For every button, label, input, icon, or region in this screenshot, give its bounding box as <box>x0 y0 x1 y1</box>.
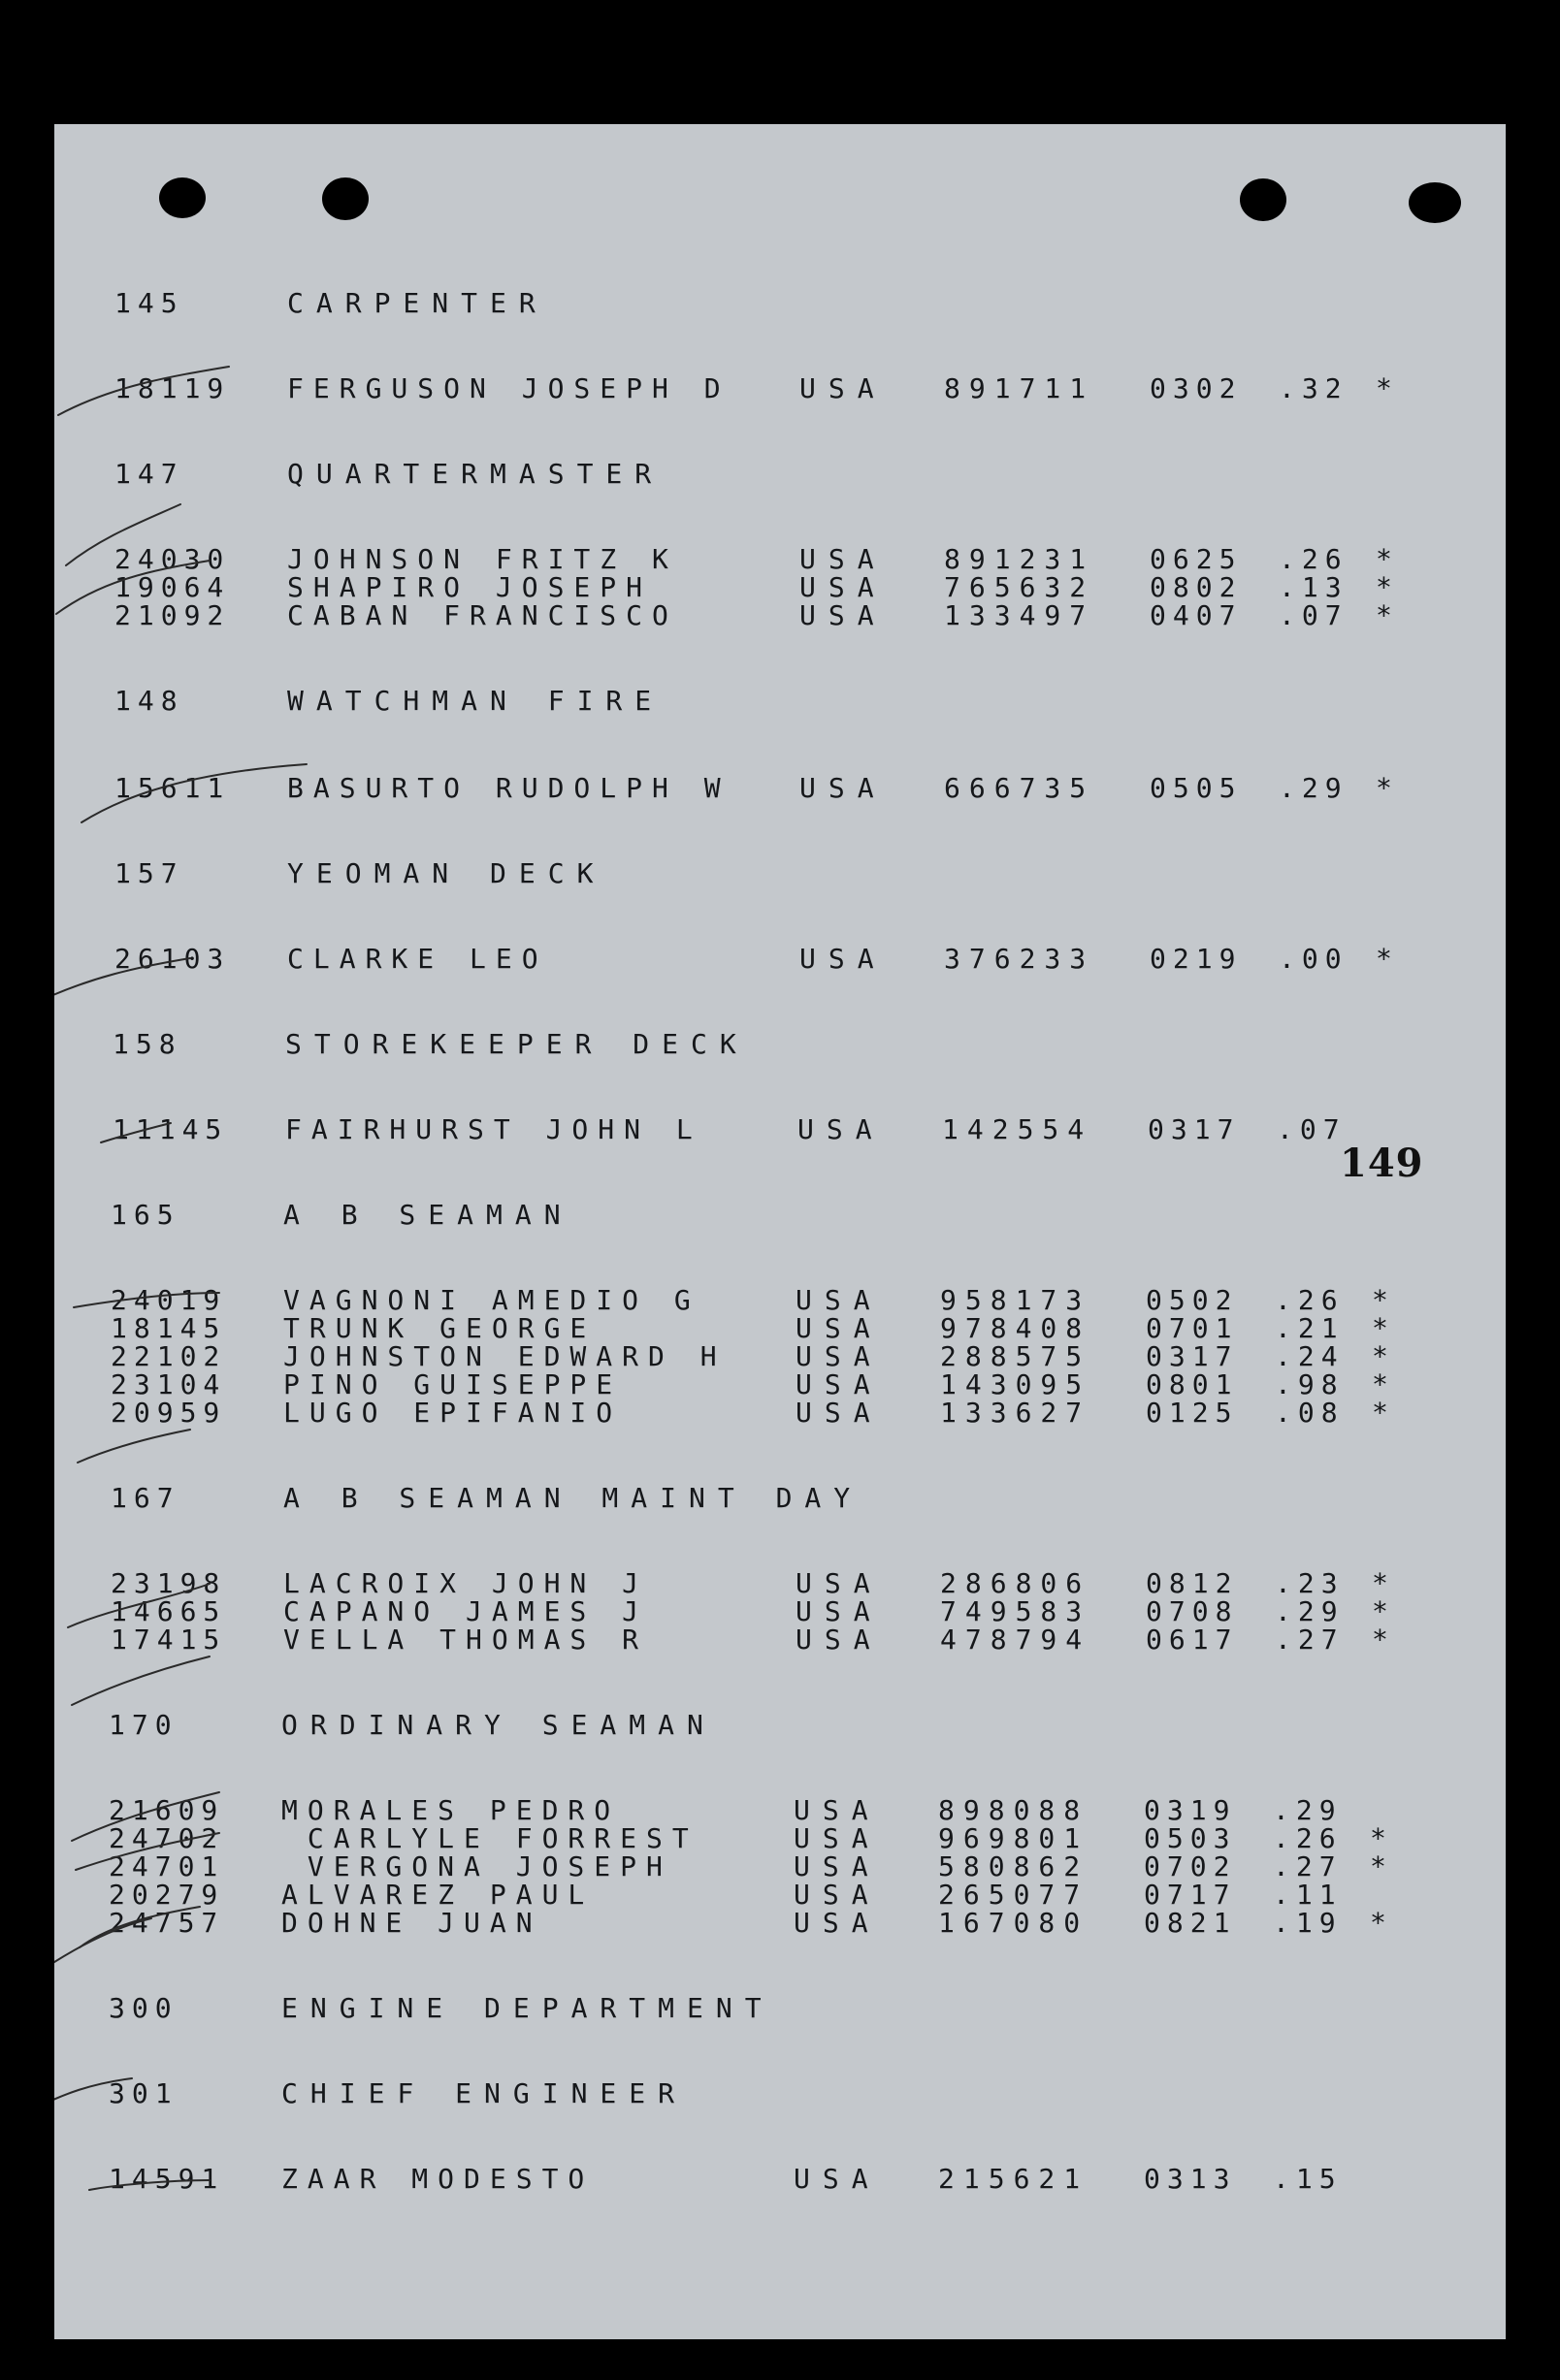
crew-id: 21092 <box>114 599 231 631</box>
rate-value: .13 <box>1279 571 1349 603</box>
date-code: 0617 <box>1146 1624 1239 1656</box>
section-code: 157 <box>114 857 184 889</box>
star-mark: * <box>1370 1822 1393 1854</box>
date-code: 0702 <box>1144 1850 1237 1882</box>
crew-name: CAPANO JAMES J <box>283 1595 649 1627</box>
document-number: 478794 <box>940 1624 1091 1656</box>
star-mark: * <box>1376 599 1399 631</box>
date-code: 0317 <box>1148 1113 1241 1145</box>
star-mark: * <box>1376 571 1399 603</box>
crew-id: 20959 <box>111 1397 227 1429</box>
document-number: 215621 <box>938 2163 1089 2195</box>
document-number: 978408 <box>940 1312 1091 1344</box>
citizenship: USA <box>796 1340 883 1372</box>
section-code: 158 <box>113 1028 182 1060</box>
date-code: 0802 <box>1150 571 1243 603</box>
rate-value: .15 <box>1273 2163 1343 2195</box>
section-title: ORDINARY SEAMAN <box>281 1709 716 1741</box>
crew-name: TRUNK GEORGE <box>283 1312 597 1344</box>
rate-value: .29 <box>1273 1794 1343 1826</box>
rate-value: .07 <box>1279 599 1349 631</box>
date-code: 0319 <box>1144 1794 1237 1826</box>
citizenship: USA <box>799 543 887 575</box>
date-code: 0125 <box>1146 1397 1239 1429</box>
star-mark: * <box>1376 772 1399 804</box>
rate-value: .23 <box>1275 1567 1345 1599</box>
date-code: 0625 <box>1150 543 1243 575</box>
rate-value: .19 <box>1273 1907 1343 1939</box>
star-mark: * <box>1370 1850 1393 1882</box>
section-code: 148 <box>114 685 184 717</box>
crew-id: 14665 <box>111 1595 227 1627</box>
crew-name: ALVAREZ PAUL <box>281 1879 595 1911</box>
crew-name: VERGONA JOSEPH <box>281 1850 672 1882</box>
section-title: QUARTERMASTER <box>287 458 665 490</box>
star-mark: * <box>1376 372 1399 404</box>
date-code: 0505 <box>1150 772 1243 804</box>
rate-value: .27 <box>1275 1624 1345 1656</box>
date-code: 0503 <box>1144 1822 1237 1854</box>
rate-value: .07 <box>1277 1113 1347 1145</box>
crew-id: 24019 <box>111 1284 227 1316</box>
section-title: STOREKEEPER DECK <box>285 1028 749 1060</box>
date-code: 0219 <box>1150 943 1243 975</box>
crew-id: 23198 <box>111 1567 227 1599</box>
crew-id: 18145 <box>111 1312 227 1344</box>
citizenship: USA <box>797 1113 885 1145</box>
citizenship: USA <box>794 1879 881 1911</box>
citizenship: USA <box>794 2163 881 2195</box>
crew-name: ZAAR MODESTO <box>281 2163 595 2195</box>
crew-name: CARLYLE FORREST <box>281 1822 699 1854</box>
date-code: 0801 <box>1146 1368 1239 1400</box>
section-code: 147 <box>114 458 184 490</box>
document-number: 167080 <box>938 1907 1089 1939</box>
date-code: 0407 <box>1150 599 1243 631</box>
crew-id: 11145 <box>113 1113 229 1145</box>
document-number: 898088 <box>938 1794 1089 1826</box>
document-number: 958173 <box>940 1284 1091 1316</box>
section-code: 145 <box>114 287 184 319</box>
section-code: 165 <box>111 1199 180 1231</box>
rate-value: .32 <box>1279 372 1349 404</box>
punch-hole-2 <box>322 177 369 220</box>
citizenship: USA <box>794 1907 881 1939</box>
punch-hole-1 <box>159 177 206 218</box>
star-mark: * <box>1372 1595 1395 1627</box>
citizenship: USA <box>794 1822 881 1854</box>
crew-id: 23104 <box>111 1368 227 1400</box>
crew-id: 24757 <box>109 1907 225 1939</box>
citizenship: USA <box>799 599 887 631</box>
citizenship: USA <box>796 1397 883 1429</box>
document-number: 969801 <box>938 1822 1089 1854</box>
section-title: A B SEAMAN <box>283 1199 573 1231</box>
rate-value: .26 <box>1273 1822 1343 1854</box>
section-title: YEOMAN DECK <box>287 857 606 889</box>
date-code: 0502 <box>1146 1284 1239 1316</box>
crew-name: CLARKE LEO <box>287 943 548 975</box>
date-code: 0313 <box>1144 2163 1237 2195</box>
date-code: 0717 <box>1144 1879 1237 1911</box>
date-code: 0812 <box>1146 1567 1239 1599</box>
star-mark: * <box>1376 943 1399 975</box>
crew-id: 24702 <box>109 1822 225 1854</box>
document-number: 580862 <box>938 1850 1089 1882</box>
section-code: 167 <box>111 1482 180 1514</box>
document-number: 133627 <box>940 1397 1091 1429</box>
section-title: A B SEAMAN MAINT DAY <box>283 1482 863 1514</box>
crew-name: FAIRHURST JOHN L <box>285 1113 702 1145</box>
crew-name: VELLA THOMAS R <box>283 1624 649 1656</box>
date-code: 0821 <box>1144 1907 1237 1939</box>
crew-name: DOHNE JUAN <box>281 1907 542 1939</box>
document-number: 765632 <box>944 571 1095 603</box>
star-mark: * <box>1372 1312 1395 1344</box>
rate-value: .26 <box>1279 543 1349 575</box>
star-mark: * <box>1372 1624 1395 1656</box>
citizenship: USA <box>796 1284 883 1316</box>
crew-name: JOHNSON FRITZ K <box>287 543 678 575</box>
citizenship: USA <box>799 372 887 404</box>
star-mark: * <box>1370 1907 1393 1939</box>
rate-value: .21 <box>1275 1312 1345 1344</box>
date-code: 0317 <box>1146 1340 1239 1372</box>
document-number: 749583 <box>940 1595 1091 1627</box>
crew-id: 14591 <box>109 2163 225 2195</box>
punch-hole-4 <box>1409 182 1461 223</box>
document-number: 891711 <box>944 372 1095 404</box>
star-mark: * <box>1372 1340 1395 1372</box>
crew-id: 15611 <box>114 772 231 804</box>
citizenship: USA <box>794 1850 881 1882</box>
rate-value: .98 <box>1275 1368 1345 1400</box>
crew-name: MORALES PEDRO <box>281 1794 621 1826</box>
star-mark: * <box>1372 1368 1395 1400</box>
rate-value: .08 <box>1275 1397 1345 1429</box>
rate-value: .11 <box>1273 1879 1343 1911</box>
citizenship: USA <box>796 1312 883 1344</box>
section-title: CHIEF ENGINEER <box>281 2077 688 2109</box>
rate-value: .24 <box>1275 1340 1345 1372</box>
crew-id: 19064 <box>114 571 231 603</box>
document-number: 265077 <box>938 1879 1089 1911</box>
section-code: 170 <box>109 1709 179 1741</box>
star-mark: * <box>1372 1397 1395 1429</box>
section-title: WATCHMAN FIRE <box>287 685 665 717</box>
crew-name: CABAN FRANCISCO <box>287 599 678 631</box>
document-number: 133497 <box>944 599 1095 631</box>
rate-value: .29 <box>1279 772 1349 804</box>
crew-id: 22102 <box>111 1340 227 1372</box>
star-mark: * <box>1376 543 1399 575</box>
page-number: 149 <box>1340 1141 1424 1186</box>
star-mark: * <box>1372 1567 1395 1599</box>
rate-value: .27 <box>1273 1850 1343 1882</box>
crew-id: 18119 <box>114 372 231 404</box>
citizenship: USA <box>799 571 887 603</box>
crew-id: 26103 <box>114 943 231 975</box>
date-code: 0302 <box>1150 372 1243 404</box>
punch-hole-3 <box>1240 178 1286 221</box>
document-number: 288575 <box>940 1340 1091 1372</box>
crew-name: FERGUSON JOSEPH D <box>287 372 731 404</box>
document-number: 891231 <box>944 543 1095 575</box>
citizenship: USA <box>796 1368 883 1400</box>
crew-id: 24030 <box>114 543 231 575</box>
section-title: CARPENTER <box>287 287 548 319</box>
date-code: 0708 <box>1146 1595 1239 1627</box>
citizenship: USA <box>794 1794 881 1826</box>
crew-name: PINO GUISEPPE <box>283 1368 623 1400</box>
citizenship: USA <box>796 1624 883 1656</box>
citizenship: USA <box>799 772 887 804</box>
crew-name: LUGO EPIFANIO <box>283 1397 623 1429</box>
citizenship: USA <box>799 943 887 975</box>
document-number: 143095 <box>940 1368 1091 1400</box>
citizenship: USA <box>796 1595 883 1627</box>
section-title: ENGINE DEPARTMENT <box>281 1992 774 2024</box>
document-number: 142554 <box>942 1113 1093 1145</box>
crew-name: VAGNONI AMEDIO G <box>283 1284 700 1316</box>
rate-value: .29 <box>1275 1595 1345 1627</box>
star-mark: * <box>1372 1284 1395 1316</box>
crew-id: 24701 <box>109 1850 225 1882</box>
document-page <box>54 124 1506 2339</box>
date-code: 0701 <box>1146 1312 1239 1344</box>
crew-id: 17415 <box>111 1624 227 1656</box>
crew-name: SHAPIRO JOSEPH <box>287 571 653 603</box>
pencil-check-marks <box>54 124 1506 2339</box>
rate-value: .26 <box>1275 1284 1345 1316</box>
document-number: 376233 <box>944 943 1095 975</box>
crew-name: JOHNSTON EDWARD H <box>283 1340 727 1372</box>
rate-value: .00 <box>1279 943 1349 975</box>
document-number: 666735 <box>944 772 1095 804</box>
section-code: 300 <box>109 1992 179 2024</box>
document-number: 286806 <box>940 1567 1091 1599</box>
section-code: 301 <box>109 2077 179 2109</box>
crew-name: BASURTO RUDOLPH W <box>287 772 731 804</box>
citizenship: USA <box>796 1567 883 1599</box>
crew-name: LACROIX JOHN J <box>283 1567 649 1599</box>
crew-id: 20279 <box>109 1879 225 1911</box>
crew-id: 21609 <box>109 1794 225 1826</box>
